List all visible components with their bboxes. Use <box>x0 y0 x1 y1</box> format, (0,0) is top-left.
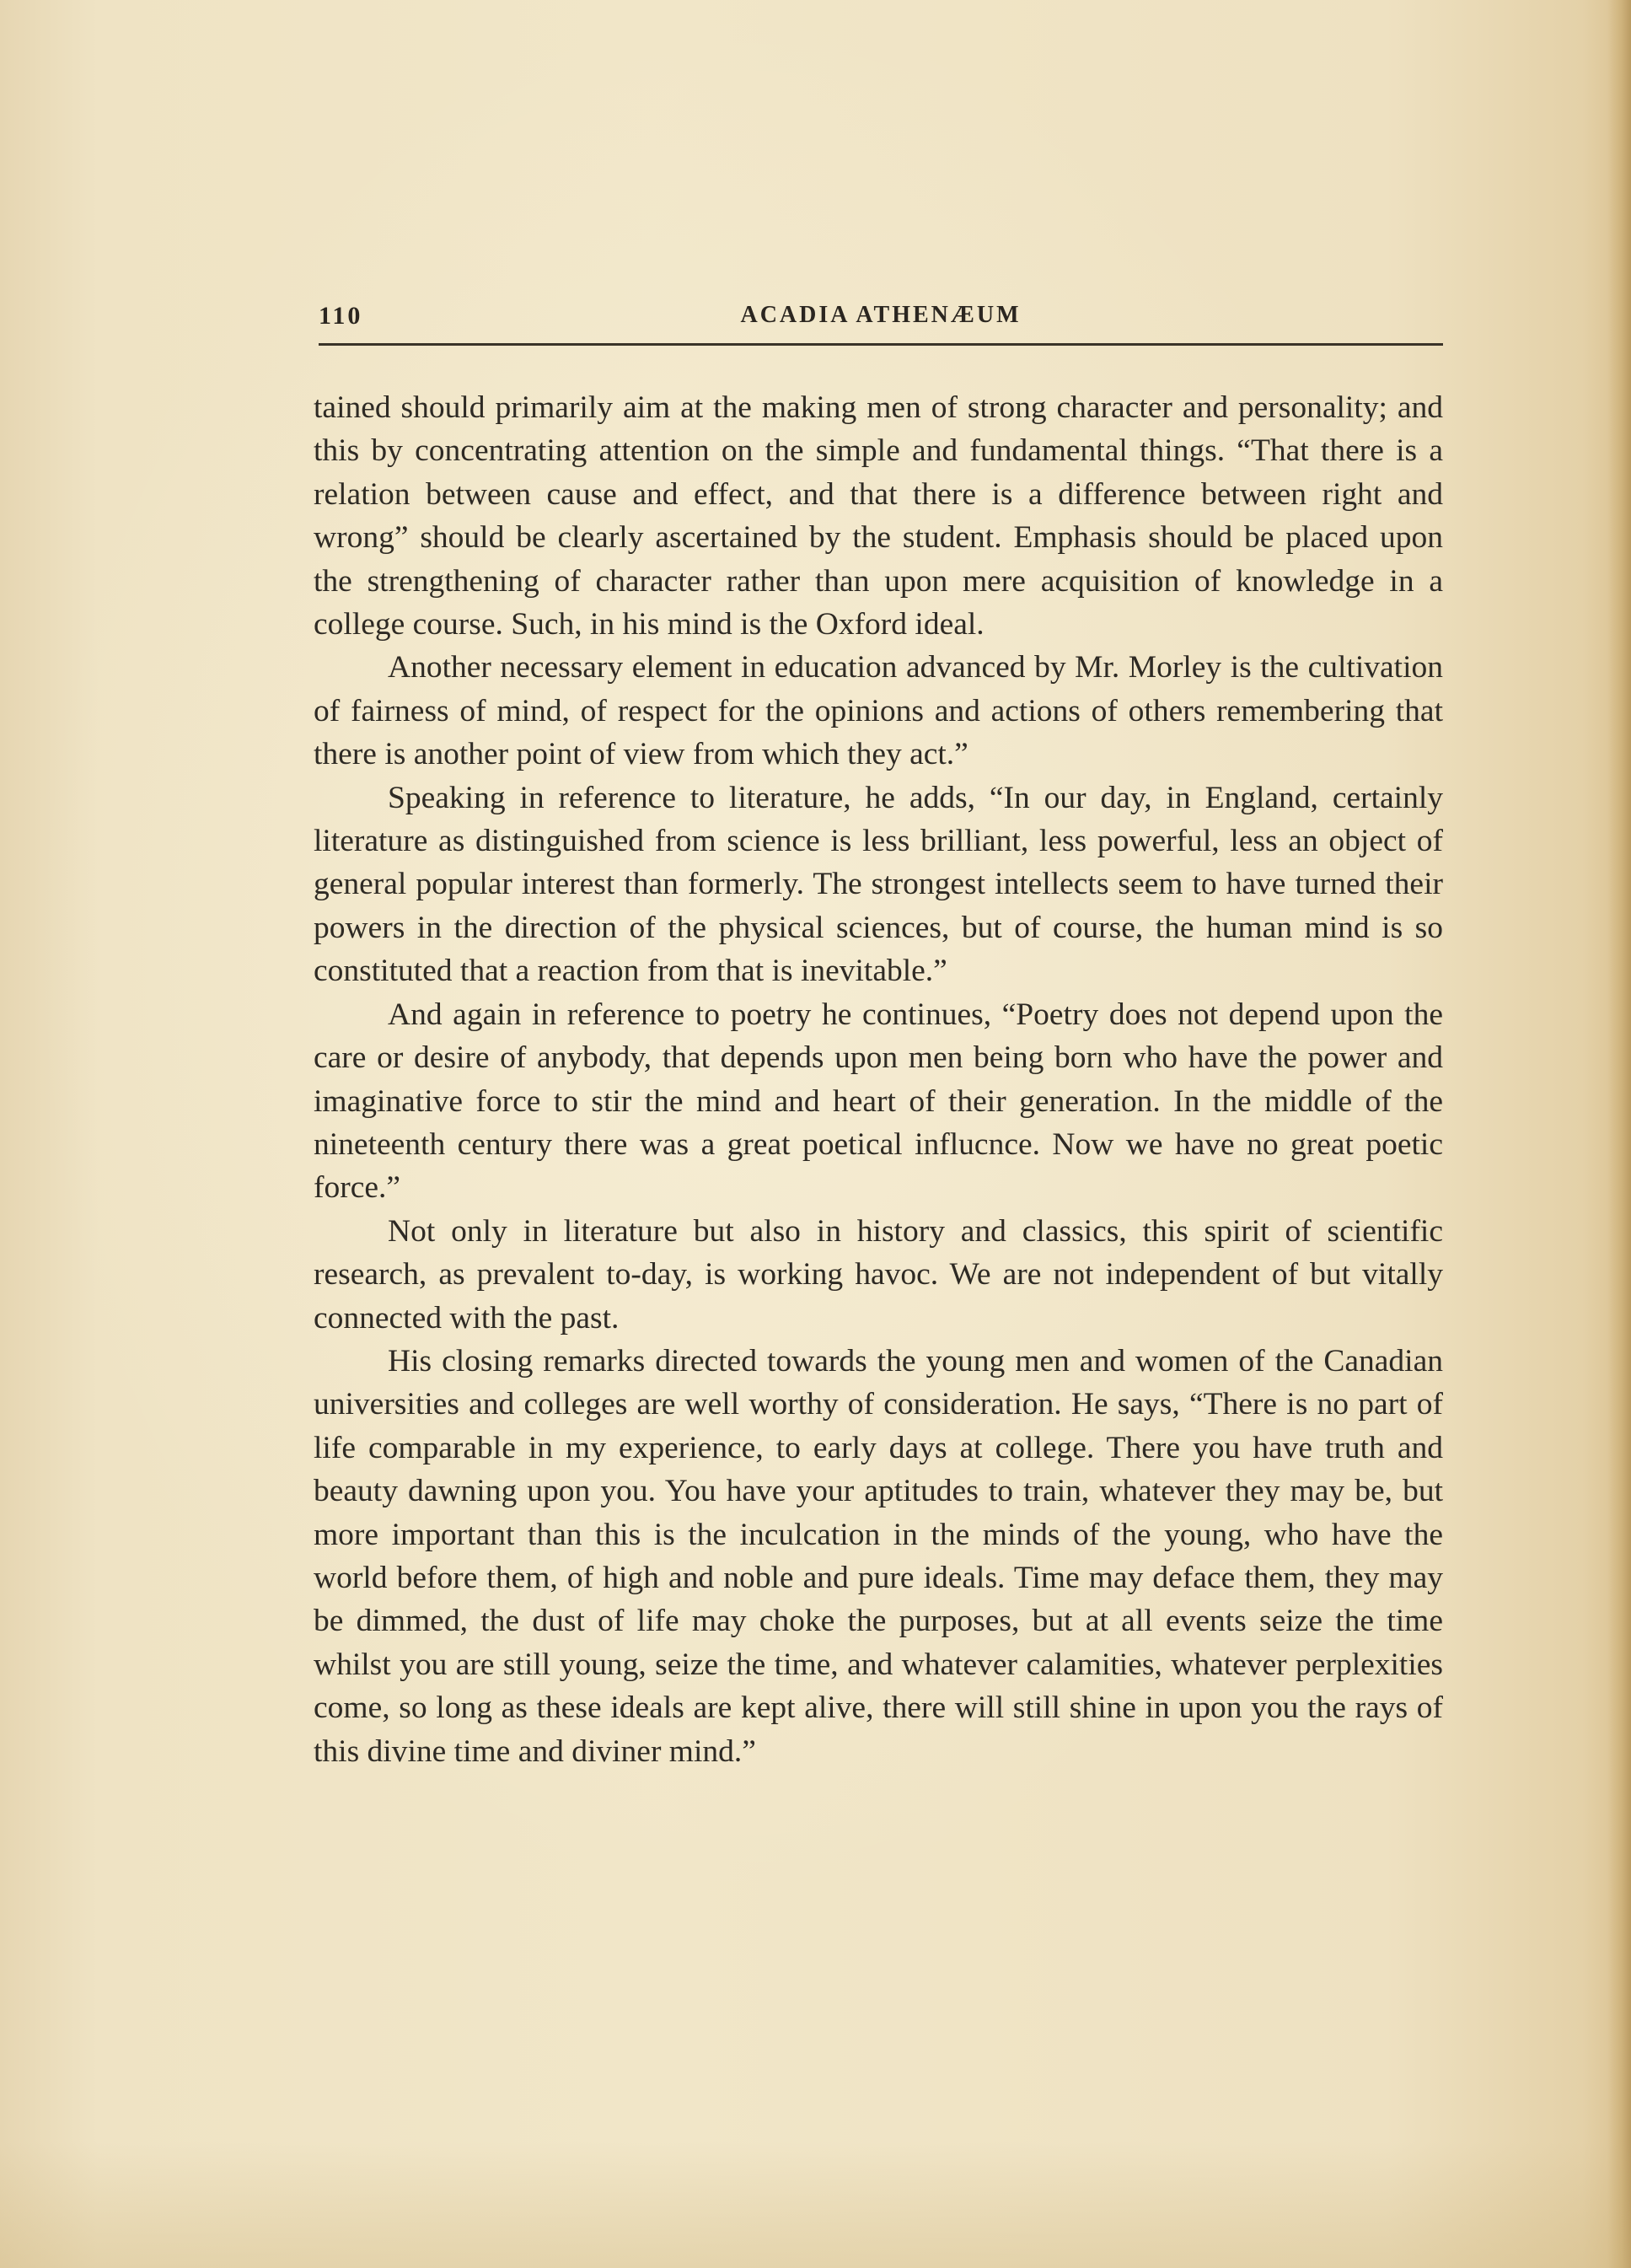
paragraph: His closing remarks directed towards the young men and women of the Canadian universities and colleges are well worthy of consideration. He says, “There is no part of life comparable in my experience, to early days at college. There you have truth and beauty dawning upon you. You have your aptitudes to train, whatever they may be, but more important than this is the inculcation in the minds of the young, who have the world before them, of high and noble and pure ideals. Time may deface them, they may be dimmed, the dust of life may choke the purposes, but at all events seize the time whilst you are still young, seize the time, and whatever calamities, whatever perplexities come, so long as these ideals are kept alive, there will still shine in upon you the rays of this divine time and diviner mind.” <box>314 1343 1443 1769</box>
page-number: 110 <box>319 302 363 330</box>
article-body <box>314 386 1443 1773</box>
journal-title: ACADIA ATHENÆUM <box>740 302 1022 328</box>
paragraph: Not only in literature but also in history and classics, this spirit of scientific research, as prevalent to-day, is working havoc. We are not independent of but vitally connected with the past. <box>314 1213 1443 1336</box>
header-rule <box>319 343 1443 346</box>
paragraph: And again in reference to poetry he continues, “Poetry does not depend upon the care or desire of anybody, that depends upon men being born who have the power and imaginative force to stir the mind and heart of their generation. In the middle of the nineteenth century there was a great poetical influcnce. Now we have no great poetic force.” <box>314 997 1443 1206</box>
paragraph: Another necessary element in education advanced by Mr. Morley is the cultivation of fairness of mind, of respect for the opinions and actions of others remembering that there is another point of view from which they act.” <box>314 650 1443 772</box>
paragraph: tained should primarily aim at the making men of strong character and personality; and this by concentrating attention on the simple and fundamental things. “That there is a relation between cause and effect, and that there is a difference between right and wrong” should be clearly ascertained by the student. Emphasis should be placed upon the strengthening of character rather than upon mere acquisition of knowledge in a college course. Such, in his mind is the Oxford ideal. <box>314 390 1443 642</box>
page-bottom-shading <box>0 2142 1631 2268</box>
page-edge-shading <box>1607 0 1631 2268</box>
paragraph: Speaking in reference to literature, he adds, “In our day, in England, certainly literature as distinguished from science is less brilliant, less powerful, less an object of general popular interest than formerly. The strongest intellects seem to have turned their powers in the direction of the physical sciences, but of course, the human mind is so constituted that a reaction from that is inevitable.” <box>314 780 1443 989</box>
running-head <box>319 297 1443 339</box>
